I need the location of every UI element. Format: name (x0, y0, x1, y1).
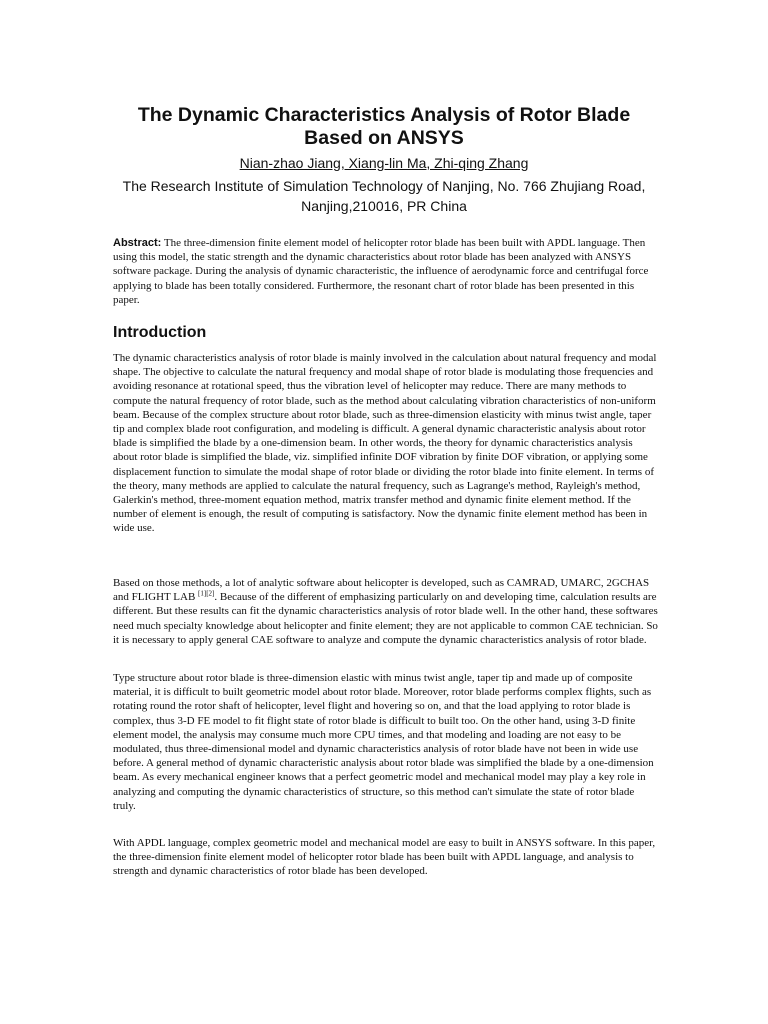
intro-paragraph-4: With APDL language, complex geometric model and mechanical model are easy to built in ANSYS software. In this paper, the three-dimension finite element model of helicopter rotor blade has been built with APDL language, and analysis to strength and dynamic characteristics of rotor blade has been developed. (113, 837, 656, 878)
author-list[interactable]: Nian-zhao Jiang, Xiang-lin Ma, Zhi-qing Zhang (239, 155, 529, 171)
citation-ref[interactable]: [1][2] (198, 589, 215, 598)
section-heading-introduction: Introduction (113, 324, 207, 341)
abstract-label: Abstract: (113, 237, 162, 249)
intro-paragraph-3: Type structure about rotor blade is three-dimension elastic with minus twist angle, taper tip and made up of composite material, it is difficult to built geometric model about rotor blade. Moreover, rotor blade performs complex flights, such as rotating round the rotor shaft of helicopter, level flight and hovering so on, and that the load applying to rotor blade is complex, thus 3-D FE model to fit flight state of rotor blade is difficult to built too. On the other hand, using 3-D finite element model, the analysis may consume much more CPU times, and that modeling and loading are not easy to be modulated, thus three-dimensional model and dynamic characteristics analysis of rotor blade have not been in wide use before. A general method of dynamic characteristic analysis about rotor blade was simplified the blade by a one-dimension beam. As every mechanical engineer knows that a perfect geometric model and mechanical model may play a key role in analyzing and computing the dynamic characteristics of structure, so this method can't simulate the state of rotor blade truly. (113, 672, 654, 812)
intro-paragraph-2-text-b: . Because of the different of emphasizing particularly on and developing time, calculation results are different. But these results can fit the dynamic characteristics analysis of rotor blade well. In the other hand, these softwares need much specialty knowledge about helicopter and finite element; they are not applicable to common CAE technician. So it is necessary to apply general CAE software to analyze and compute the dynamic characteristics analysis of rotor blade. (113, 591, 658, 646)
intro-paragraph-2 (113, 576, 658, 647)
intro-paragraph-1: The dynamic characteristics analysis of rotor blade is mainly involved in the calculation about natural frequency and modal shape. The objective to calculate the natural frequency and modal shape of rotor blade is modulating those frequencies and avoiding resonance at rotational speed, thus the vibration level of helicopter may reduce. There are many methods to compute the natural frequency of rotor blade, such as the method about calculating vibration characteristics of non-uniform beam. Because of the complex structure about rotor blade, such as three-dimension elasticity with minus twist angle, taper tip and complex blade root configuration, and modeling is difficult. A general dynamic characteristic analysis about rotor blade is simplified the blade by a one-dimension beam. In other words, the theory for dynamic characteristics analysis about rotor blade is simplified the blade, viz. simplified infinite DOF vibration by finite DOF vibration, or applying some displacement function to simulate the modal shape of rotor blade or dividing the rotor blade into finite element. In terms of the theory, many methods are applied to calculate the natural frequency, such as Lagrange's method, Rayleigh's method, Galerkin's method, three-moment equation method, matrix transfer method and dynamic finite element method. If the number of element is enough, the result of computing is satisfactory. Now the dynamic finite element method has been in wide use. (113, 352, 657, 535)
abstract-text: The three-dimension finite element model of helicopter rotor blade has been built with APDL language. Then using this model, the static strength and the dynamic characteristics about rotor blade has been analyzed with ANSYS software package. During the analysis of dynamic characteristic, the influence of aerodynamic force and centrifugal force applying to blade has been totally considered. Furthermore, the resonant chart of rotor blade has been presented in this paper. (113, 237, 649, 306)
affiliation: The Research Institute of Simulation Technology of Nanjing, No. 766 Zhujiang Road, Nanjing,210016, PR China (122, 178, 646, 214)
intro-paragraph-2-text-a: Based on those methods, a lot of analytic software about helicopter is developed, such as CAMRAD, UMARC, 2GCHAS and FLIGHT LAB (113, 577, 650, 604)
abstract (113, 236, 658, 307)
paper-title: The Dynamic Characteristics Analysis of Rotor Blade Based on ANSYS (137, 104, 631, 149)
